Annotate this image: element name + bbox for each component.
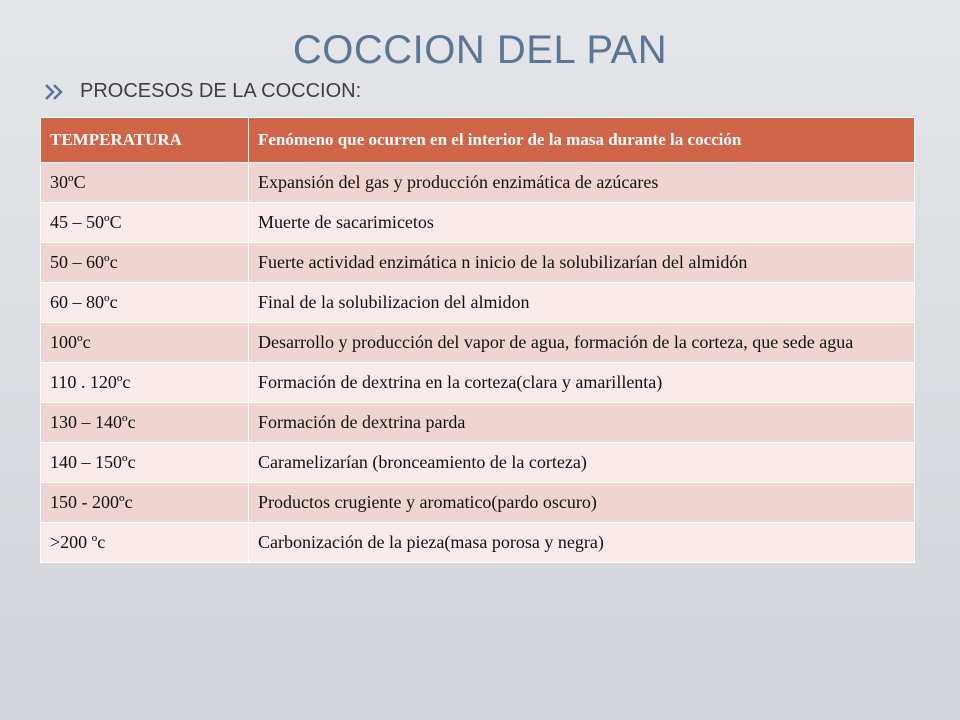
slide-title: COCCION DEL PAN — [292, 28, 668, 72]
temperature-cell: 50 – 60ºc — [41, 243, 249, 283]
table-row — [41, 163, 915, 203]
temperature-cell: >200 ºc — [41, 523, 249, 563]
phenomenon-cell: Caramelizarían (bronceamiento de la corteza) — [249, 443, 915, 483]
phenomenon-cell: Desarrollo y producción del vapor de agua, formación de la corteza, que sede agua — [249, 323, 915, 363]
table-row — [41, 523, 915, 563]
temperature-cell: 130 – 140ºc — [41, 403, 249, 443]
table-row — [41, 363, 915, 403]
phenomenon-cell: Carbonización de la pieza(masa porosa y negra) — [249, 523, 915, 563]
phenomenon-cell: Final de la solubilizacion del almidon — [249, 283, 915, 323]
temperature-cell: 30ºC — [41, 163, 249, 203]
table-header-row — [41, 118, 915, 163]
table-row — [41, 243, 915, 283]
temperature-cell: 150 - 200ºc — [41, 483, 249, 523]
phenomenon-cell: Expansión del gas y producción enzimática de azúcares — [249, 163, 915, 203]
bullet-item — [44, 80, 361, 103]
temperature-cell: 60 – 80ºc — [41, 283, 249, 323]
table-row — [41, 443, 915, 483]
header-fenomeno: Fenómeno que ocurren en el interior de la masa durante la cocción — [249, 118, 915, 163]
table-row — [41, 403, 915, 443]
phenomenon-cell: Fuerte actividad enzimática n inicio de la solubilizarían del almidón — [249, 243, 915, 283]
temperature-cell: 100ºc — [41, 323, 249, 363]
table-row — [41, 483, 915, 523]
phenomenon-cell: Formación de dextrina parda — [249, 403, 915, 443]
phenomenon-cell: Formación de dextrina en la corteza(clara y amarillenta) — [249, 363, 915, 403]
temperature-cell: 110 . 120ºc — [41, 363, 249, 403]
phenomenon-cell: Muerte de sacarimicetos — [249, 203, 915, 243]
table-row — [41, 283, 915, 323]
bullet-text: PROCESOS DE LA COCCION: — [80, 80, 362, 102]
coccion-table — [40, 117, 915, 563]
table-row — [41, 323, 915, 363]
phenomenon-cell: Productos crugiente y aromatico(pardo oscuro) — [249, 483, 915, 523]
temperature-cell: 45 – 50ºC — [41, 203, 249, 243]
double-chevron-icon — [44, 83, 68, 101]
table-row — [41, 203, 915, 243]
temperature-cell: 140 – 150ºc — [41, 443, 249, 483]
header-temperatura: TEMPERATURA — [41, 118, 249, 163]
